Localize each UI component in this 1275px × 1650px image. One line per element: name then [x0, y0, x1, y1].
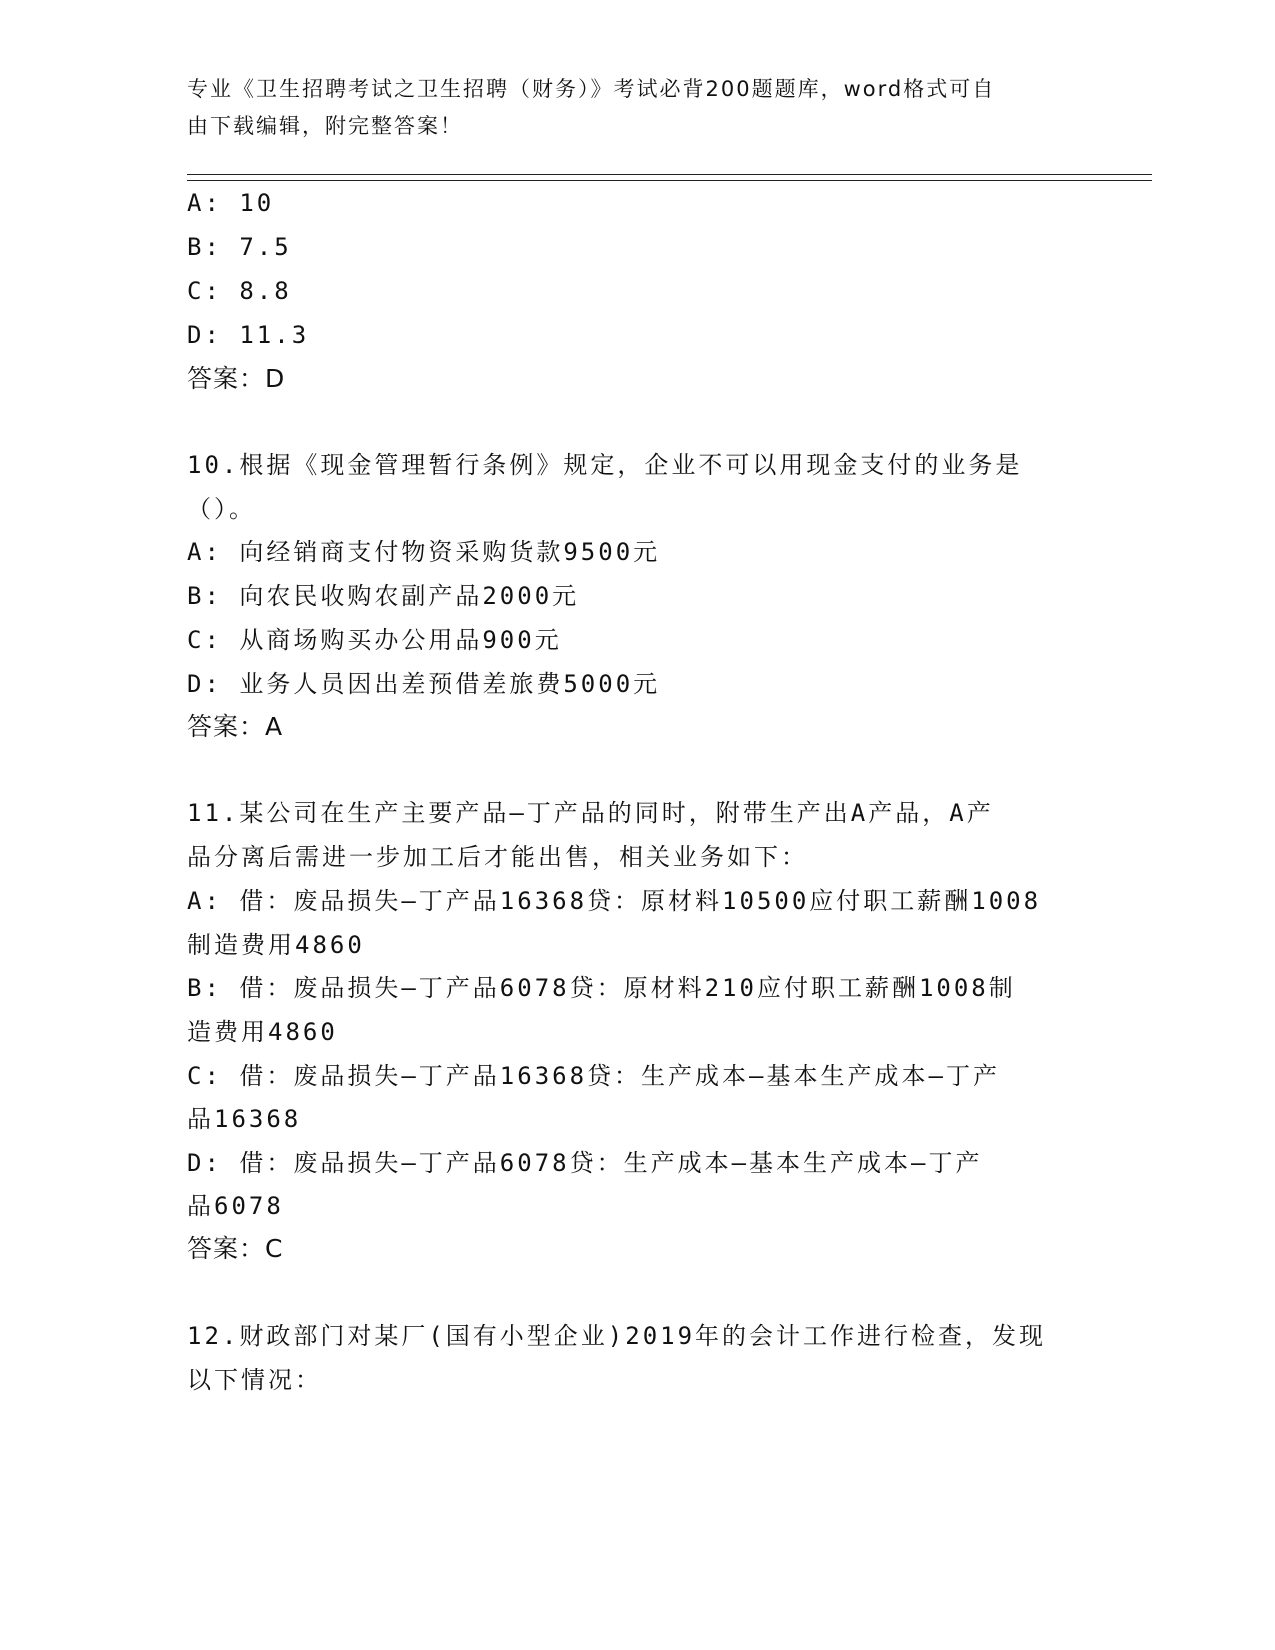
option-a: A: 借：废品损失—丁产品16368贷：原材料10500应付职工薪酬1008: [187, 887, 1042, 915]
header-divider: [187, 180, 1152, 181]
option-c: C: 8.8: [187, 277, 292, 305]
header-line: 专业《卫生招聘考试之卫生招聘（财务）》考试必背200题题库，word格式可自: [187, 77, 996, 101]
option-d: D: 业务人员因出差预借差旅费5000元: [187, 670, 661, 698]
document-header: [187, 71, 1067, 145]
option-c: C: 从商场购买办公用品900元: [187, 626, 562, 654]
option-d: D: 借：废品损失—丁产品6078贷：生产成本—基本生产成本—丁产: [187, 1149, 983, 1177]
option-b: B: 借：废品损失—丁产品6078贷：原材料210应付职工薪酬1008制: [187, 974, 1016, 1002]
option-a: A: 10: [187, 189, 275, 217]
option-d: D: 11.3: [187, 321, 310, 349]
header-divider: [187, 174, 1152, 175]
option-c-continued: 品16368: [187, 1105, 302, 1133]
answer-line: 答案：C: [187, 1234, 284, 1263]
question-stem: 10.根据《现金管理暂行条例》规定，企业不可以用现金支付的业务是: [187, 451, 1023, 479]
question-stem: （）。: [187, 495, 256, 523]
option-b-continued: 造费用4860: [187, 1018, 338, 1046]
option-d-continued: 品6078: [187, 1192, 284, 1220]
answer-line: 答案：D: [187, 364, 286, 393]
option-a-continued: 制造费用4860: [187, 931, 365, 959]
question-stem: 11.某公司在生产主要产品—丁产品的同时，附带生产出A产品，A产: [187, 799, 994, 827]
question-stem: 12.财政部门对某厂(国有小型企业)2019年的会计工作进行检查，发现: [187, 1322, 1047, 1350]
header-line: 由下载编辑，附完整答案！: [187, 114, 463, 138]
question-stem: 以下情况：: [187, 1366, 322, 1394]
option-b: B: 向农民收购农副产品2000元: [187, 582, 580, 610]
question-stem: 品分离后需进一步加工后才能出售，相关业务如下：: [187, 843, 808, 871]
option-b: B: 7.5: [187, 233, 292, 261]
answer-line: 答案：A: [187, 712, 284, 741]
option-c: C: 借：废品损失—丁产品16368贷：生产成本—基本生产成本—丁产: [187, 1062, 1000, 1090]
option-a: A: 向经销商支付物资采购货款9500元: [187, 538, 661, 566]
